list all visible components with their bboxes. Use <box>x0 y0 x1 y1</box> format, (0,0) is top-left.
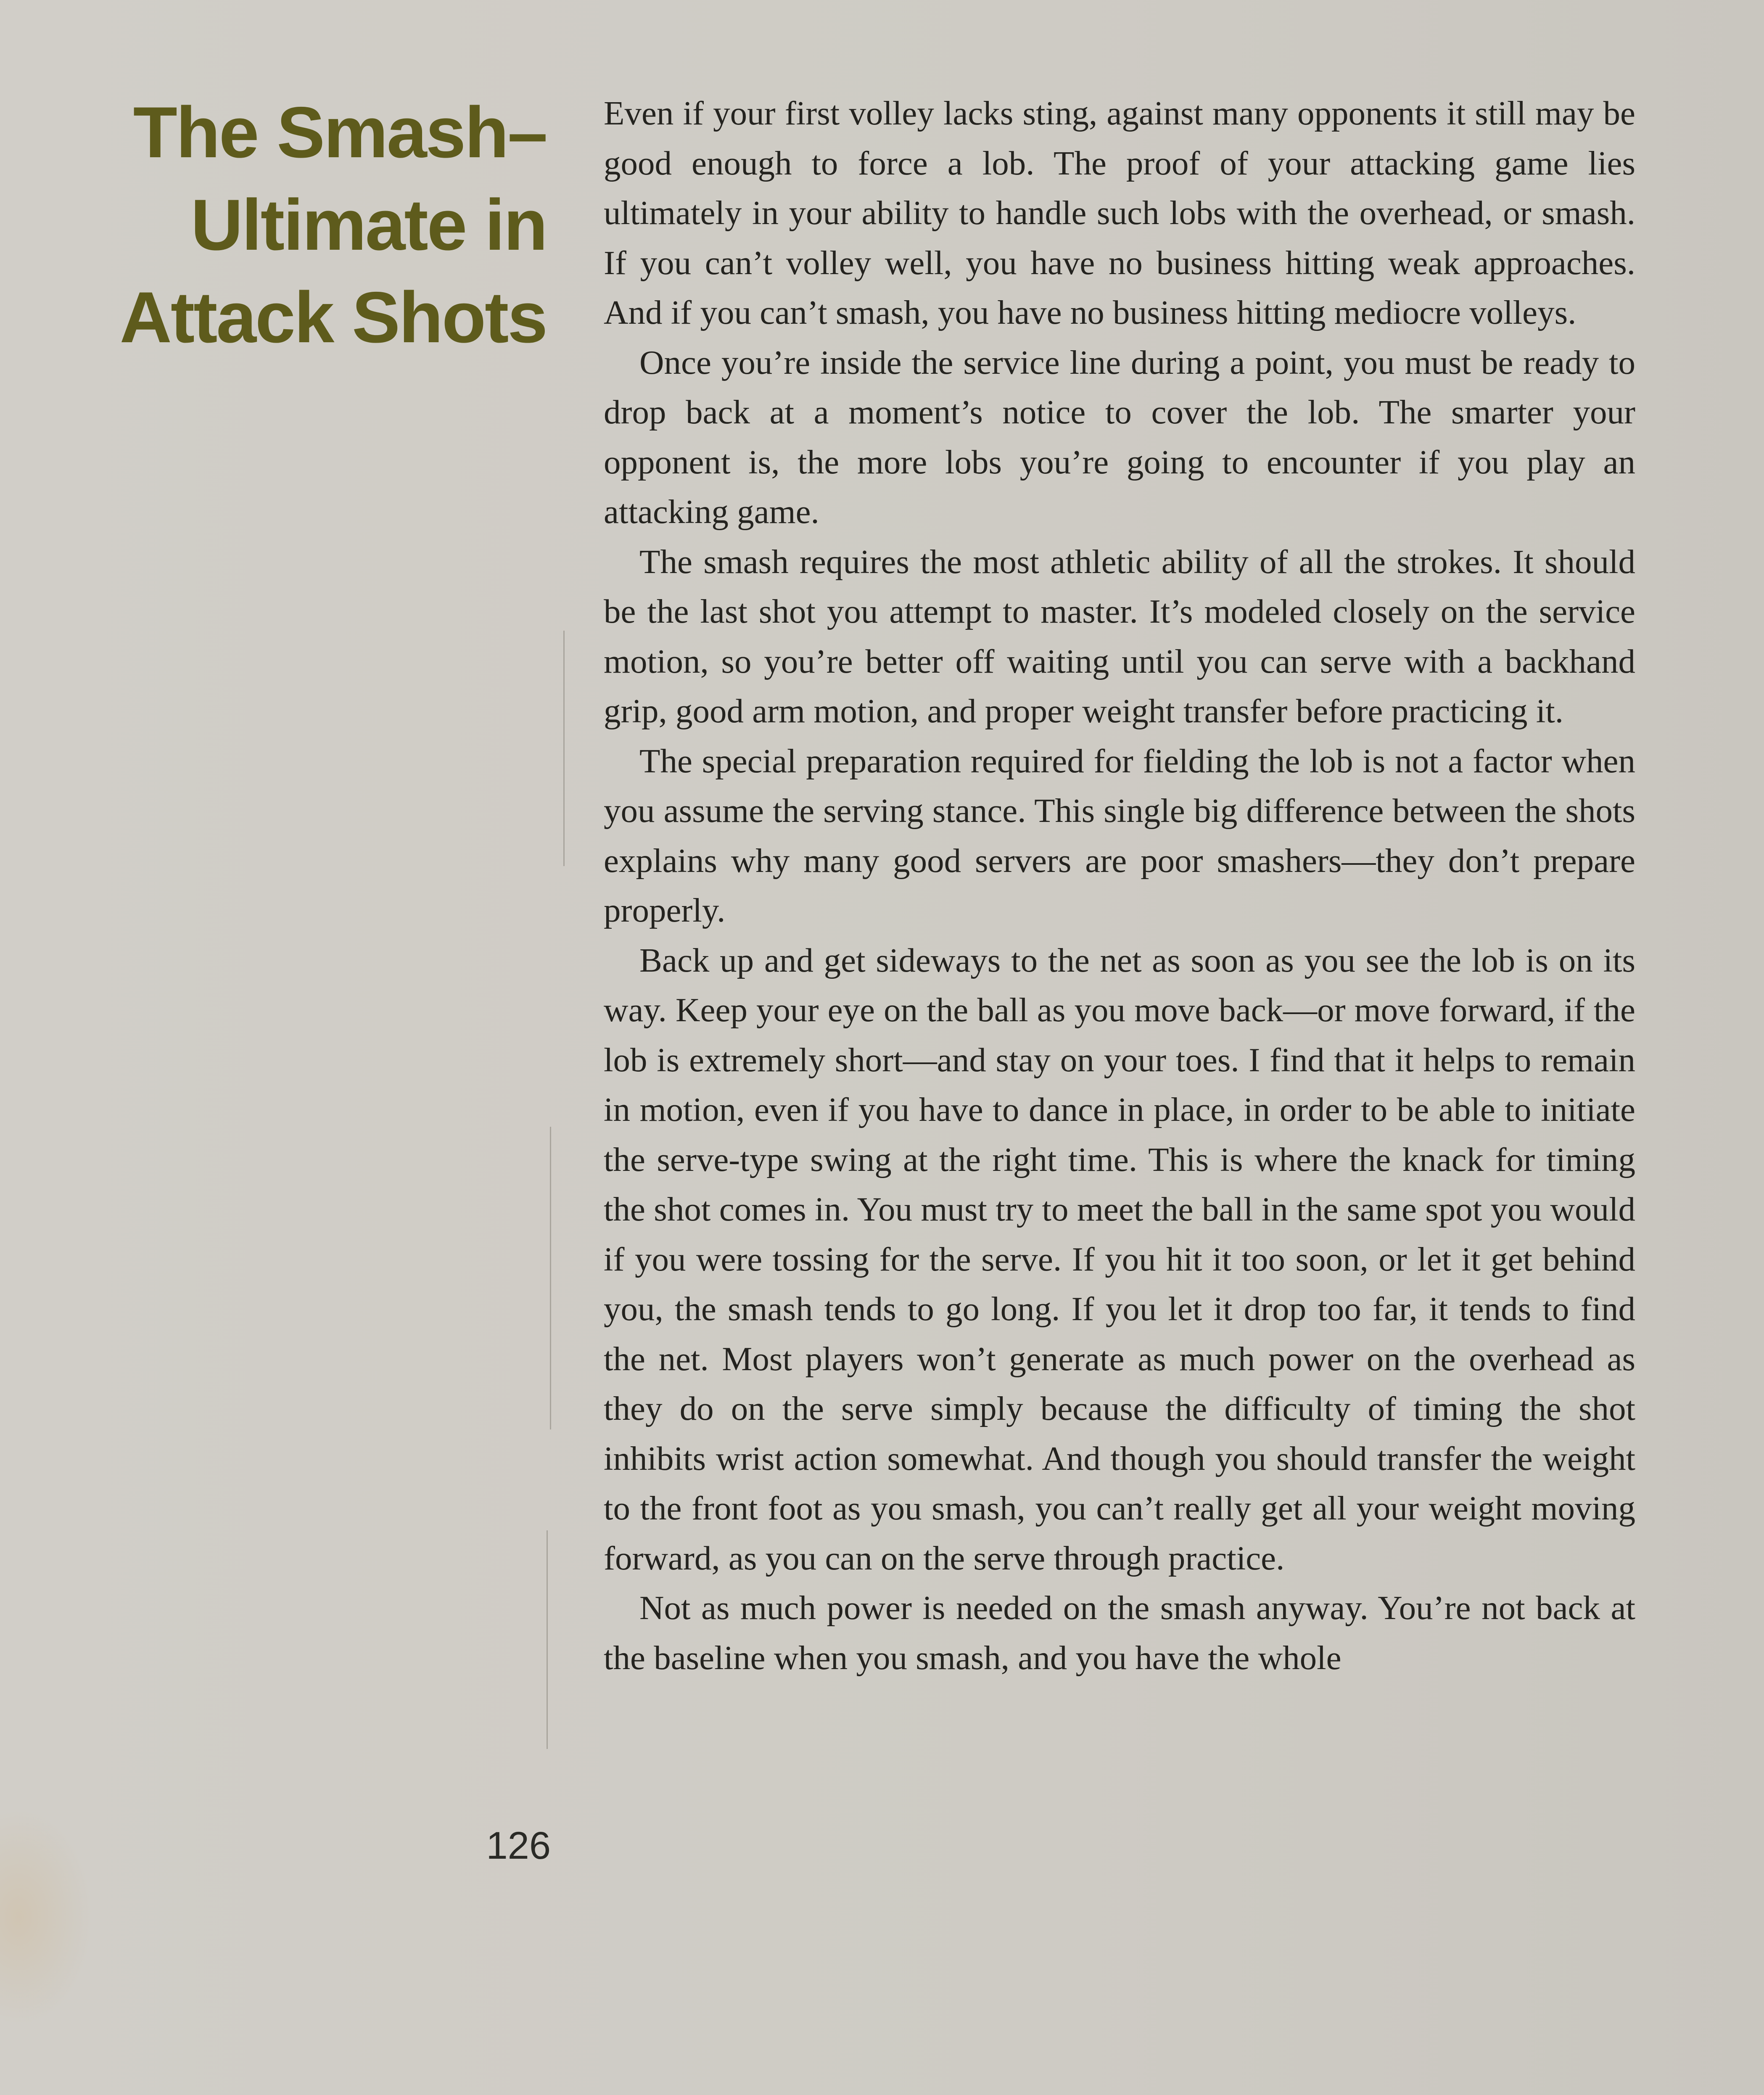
paragraph-1: Even if your first volley lacks sting, against many opponents it still may be good enough to force a lob. The proof of your attacking game lies ultimately in your ability to handle such lobs with the overhead, or smash. If you can’t volley well, you have no business hitting weak approaches. And if you can’t smash, you have no business hitting mediocre volleys. <box>604 94 1635 331</box>
paragraph-4: The special preparation required for fielding the lob is not a factor when you assume the serving stance. This single big difference between the shots explains why many good servers are poor smashers—they don’t prepare properly. <box>604 742 1635 929</box>
paragraph-3: The smash requires the most athletic ability of all the strokes. It should be the last shot you attempt to master. It’s modeled closely on the service motion, so you’re better off waiting until you can serve with a backhand grip, good arm motion, and proper weight transfer before practicing it. <box>604 542 1635 730</box>
heading-line-1: The Smash– <box>133 92 547 173</box>
chapter-heading <box>59 86 547 364</box>
margin-pencil-line-lower <box>547 1530 548 1749</box>
heading-line-3: Attack Shots <box>119 277 547 358</box>
margin-pencil-line-upper <box>563 631 565 866</box>
paper-stain <box>0 1808 92 2026</box>
body-text <box>604 88 1635 1683</box>
heading-line-2: Ultimate in <box>190 185 547 265</box>
margin-pencil-line-middle <box>550 1127 551 1429</box>
paragraph-2: Once you’re inside the service line during a point, you must be ready to drop back at a moment’s notice to cover the lob. The smarter your opponent is, the more lobs you’re going to encounter if you play an attacking game. <box>604 343 1635 531</box>
paragraph-6: Not as much power is needed on the smash anyway. You’re not back at the baseline when you smash, and you have the whole <box>604 1589 1635 1677</box>
page-number: 126 <box>486 1824 551 1867</box>
paragraph-5: Back up and get sideways to the net as soon as you see the lob is on its way. Keep your eye on the ball as you move back—or move forward, if the lob is extremely short—and stay on your toes. I find that it helps to remain in motion, even if you have to dance in place, in order to be able to initiate the serve-type swing at the right time. This is where the knack for timing the shot comes in. You must try to meet the ball in the same spot you would if you were tossing for the serve. If you hit it too soon, or let it get behind you, the smash tends to go long. If you let it drop too far, it tends to find the net. Most players won’t generate as much power on the overhead as they do on the serve simply because the difficulty of timing the shot inhibits wrist action somewhat. And though you should transfer the weight to the front foot as you smash, you can’t really get all your weight moving forward, as you can on the serve through practice. <box>604 941 1635 1577</box>
